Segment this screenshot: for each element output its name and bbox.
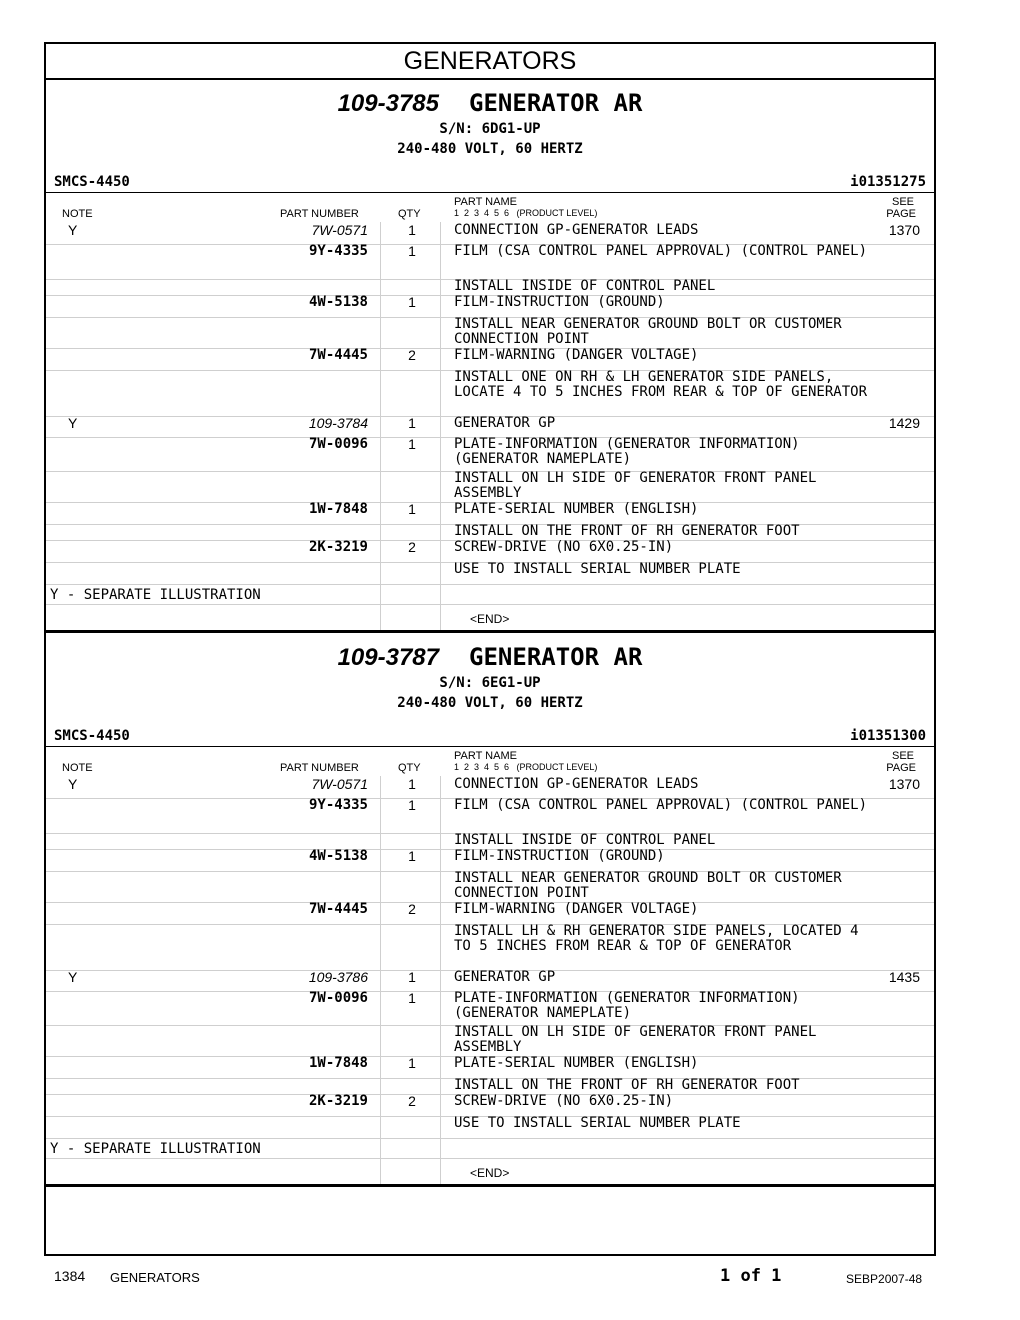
section-rule: [46, 192, 934, 193]
section-part-number: 109-3787: [337, 644, 440, 671]
table-row: [46, 223, 934, 245]
row-qty: 2: [408, 347, 416, 363]
row-part-number: 7W-0571: [311, 222, 368, 238]
footer-page-number: 1384: [54, 1268, 86, 1284]
row-part-name: SCREW-DRIVE (NO 6X0.25-IN): [454, 539, 674, 555]
row-part-name: USE TO INSTALL SERIAL NUMBER PLATE: [454, 1115, 741, 1131]
row-see-page: 1370: [888, 222, 920, 238]
row-part-number: 109-3784: [308, 415, 368, 431]
col-header-see: SEE: [891, 196, 914, 208]
page-footer: [0, 1268, 1020, 1288]
table-row: [46, 416, 934, 438]
row-qty: 1: [408, 848, 416, 864]
row-part-name: PLATE-INFORMATION (GENERATOR INFORMATION) (GENERATOR NAMEPLATE): [454, 436, 800, 467]
voltage-spec: 240-480 VOLT, 60 HERTZ: [397, 695, 583, 711]
row-part-name: PLATE-INFORMATION (GENERATOR INFORMATION) (GENERATOR NAMEPLATE): [454, 990, 800, 1021]
row-part-number: 7W-0096: [308, 990, 368, 1006]
row-see-page: 1370: [888, 776, 920, 792]
col-header-page: PAGE: [886, 208, 916, 220]
smcs-code: SMCS-4450: [54, 174, 130, 190]
footer-section-title: GENERATORS: [110, 1270, 200, 1285]
row-part-name: INSTALL NEAR GENERATOR GROUND BOLT OR CUSTOMER CONNECTION POINT: [454, 316, 842, 347]
col-header-page: PAGE: [886, 762, 916, 774]
row-part-name: SCREW-DRIVE (NO 6X0.25-IN): [454, 1093, 674, 1109]
row-qty: 1: [408, 776, 416, 792]
table-row: [46, 1116, 934, 1139]
row-part-number: 109-3786: [308, 969, 368, 985]
table-row: [46, 1056, 934, 1079]
end-marker: <END>: [470, 1166, 510, 1180]
serial-number-range: S/N: 6DG1-UP: [439, 121, 541, 137]
row-part-name: INSTALL INSIDE OF CONTROL PANEL: [454, 278, 716, 294]
table-row: [46, 471, 934, 503]
col-header-part-number: PART NUMBER: [280, 762, 359, 774]
row-part-number: 7W-0096: [308, 436, 368, 452]
table-row: [46, 370, 934, 417]
table-row: [46, 562, 934, 585]
table-row: [46, 871, 934, 903]
row-part-name: FILM (CSA CONTROL PANEL APPROVAL) (CONTROL PANEL): [454, 243, 868, 259]
row-part-name: PLATE-SERIAL NUMBER (ENGLISH): [454, 1055, 699, 1071]
row-qty: 1: [408, 243, 416, 259]
row-part-name: FILM-WARNING (DANGER VOLTAGE): [454, 901, 699, 917]
row-part-name: PLATE-SERIAL NUMBER (ENGLISH): [454, 501, 699, 517]
table-row: [46, 317, 934, 349]
col-header-product-level: 1 2 3 4 5 6 (PRODUCT LEVEL): [454, 208, 598, 218]
section-part-name: GENERATOR AR: [469, 89, 643, 117]
page-header-title: GENERATORS: [46, 44, 934, 80]
row-part-name: INSTALL ON LH SIDE OF GENERATOR FRONT PANEL ASSEMBLY: [454, 1024, 817, 1055]
row-part-name: CONNECTION GP-GENERATOR LEADS: [454, 222, 699, 238]
illustration-ref: i01351300: [850, 728, 926, 744]
row-qty: 1: [408, 990, 416, 1006]
row-part-number: 9Y-4335: [308, 243, 368, 259]
section-divider: [46, 1184, 934, 1187]
row-part-name: FILM-WARNING (DANGER VOLTAGE): [454, 347, 699, 363]
parts-section: [46, 78, 934, 632]
footer-page-of: 1 of 1: [720, 1266, 782, 1286]
table-row: [46, 991, 934, 1026]
col-header-part-name: PART NAME: [454, 750, 517, 762]
row-part-number: 2K-3219: [308, 539, 368, 555]
section-title: [46, 642, 934, 673]
row-part-number: 4W-5138: [308, 848, 368, 864]
row-part-name: INSTALL ONE ON RH & LH GENERATOR SIDE PANELS, LOCATE 4 TO 5 INCHES FROM REAR & TOP OF GENERATOR: [454, 369, 868, 400]
row-qty: 1: [408, 797, 416, 813]
parts-section: [46, 632, 934, 1186]
row-part-name: GENERATOR GP: [454, 415, 556, 431]
col-header-part-number: PART NUMBER: [280, 208, 359, 220]
table-row: [46, 777, 934, 799]
row-part-name: INSTALL ON LH SIDE OF GENERATOR FRONT PANEL ASSEMBLY: [454, 470, 817, 501]
row-part-number: 9Y-4335: [308, 797, 368, 813]
table-row: [46, 437, 934, 472]
row-qty: 1: [408, 222, 416, 238]
row-qty: 1: [408, 415, 416, 431]
row-part-number: 4W-5138: [308, 294, 368, 310]
row-part-name: FILM (CSA CONTROL PANEL APPROVAL) (CONTROL PANEL): [454, 797, 868, 813]
table-row: [46, 502, 934, 525]
row-qty: 2: [408, 1093, 416, 1109]
col-header-qty: QTY: [398, 762, 421, 774]
table-row: [46, 798, 934, 834]
row-part-number: 1W-7848: [308, 501, 368, 517]
row-part-name: INSTALL ON THE FRONT OF RH GENERATOR FOOT: [454, 1077, 800, 1093]
row-note: Y: [68, 415, 78, 431]
serial-number-range: S/N: 6EG1-UP: [439, 675, 541, 691]
illustration-ref: i01351275: [850, 174, 926, 190]
voltage-spec: 240-480 VOLT, 60 HERTZ: [397, 141, 583, 157]
table-row: [46, 924, 934, 971]
row-part-number: 7W-0571: [311, 776, 368, 792]
row-qty: 2: [408, 901, 416, 917]
row-qty: 1: [408, 436, 416, 452]
row-part-name: INSTALL NEAR GENERATOR GROUND BOLT OR CUSTOMER CONNECTION POINT: [454, 870, 842, 901]
table-row: [46, 540, 934, 563]
col-header-see: SEE: [891, 750, 914, 762]
row-part-name: GENERATOR GP: [454, 969, 556, 985]
section-rule: [46, 746, 934, 747]
row-see-page: 1429: [888, 415, 920, 431]
row-qty: 1: [408, 969, 416, 985]
table-row: [46, 1094, 934, 1117]
row-part-name: FILM-INSTRUCTION (GROUND): [454, 848, 665, 864]
row-qty: 1: [408, 294, 416, 310]
end-marker: <END>: [470, 612, 510, 626]
legend-note: Y - SEPARATE ILLUSTRATION: [50, 587, 261, 603]
row-part-name: USE TO INSTALL SERIAL NUMBER PLATE: [454, 561, 741, 577]
row-note: Y: [68, 969, 78, 985]
col-header-note: NOTE: [62, 762, 93, 774]
row-note: Y: [68, 776, 78, 792]
section-part-name: GENERATOR AR: [469, 643, 643, 671]
smcs-code: SMCS-4450: [54, 728, 130, 744]
col-header-product-level: 1 2 3 4 5 6 (PRODUCT LEVEL): [454, 762, 598, 772]
legend-row: [46, 584, 934, 605]
row-part-name: FILM-INSTRUCTION (GROUND): [454, 294, 665, 310]
legend-note: Y - SEPARATE ILLUSTRATION: [50, 1141, 261, 1157]
row-qty: 1: [408, 501, 416, 517]
row-part-number: 2K-3219: [308, 1093, 368, 1109]
footer-doc-id: SEBP2007-48: [846, 1272, 923, 1286]
row-part-number: 7W-4445: [308, 901, 368, 917]
table-row: [46, 970, 934, 992]
col-header-part-name: PART NAME: [454, 196, 517, 208]
row-qty: 2: [408, 539, 416, 555]
table-row: [46, 1025, 934, 1057]
row-note: Y: [68, 222, 78, 238]
row-part-name: INSTALL INSIDE OF CONTROL PANEL: [454, 832, 716, 848]
row-part-name: INSTALL ON THE FRONT OF RH GENERATOR FOOT: [454, 523, 800, 539]
table-row: [46, 244, 934, 280]
col-header-qty: QTY: [398, 208, 421, 220]
section-title: [46, 88, 934, 119]
col-header-note: NOTE: [62, 208, 93, 220]
row-part-number: 7W-4445: [308, 347, 368, 363]
row-part-name: CONNECTION GP-GENERATOR LEADS: [454, 776, 699, 792]
legend-row: [46, 1138, 934, 1159]
page-frame: [44, 42, 936, 1256]
section-part-number: 109-3785: [337, 90, 440, 117]
row-qty: 1: [408, 1055, 416, 1071]
table-row: [46, 295, 934, 318]
row-part-number: 1W-7848: [308, 1055, 368, 1071]
table-row: [46, 902, 934, 925]
table-row: [46, 849, 934, 872]
row-part-name: INSTALL LH & RH GENERATOR SIDE PANELS, LOCATED 4 TO 5 INCHES FROM REAR & TOP OF GENERATOR: [454, 923, 859, 954]
row-see-page: 1435: [888, 969, 920, 985]
table-row: [46, 348, 934, 371]
